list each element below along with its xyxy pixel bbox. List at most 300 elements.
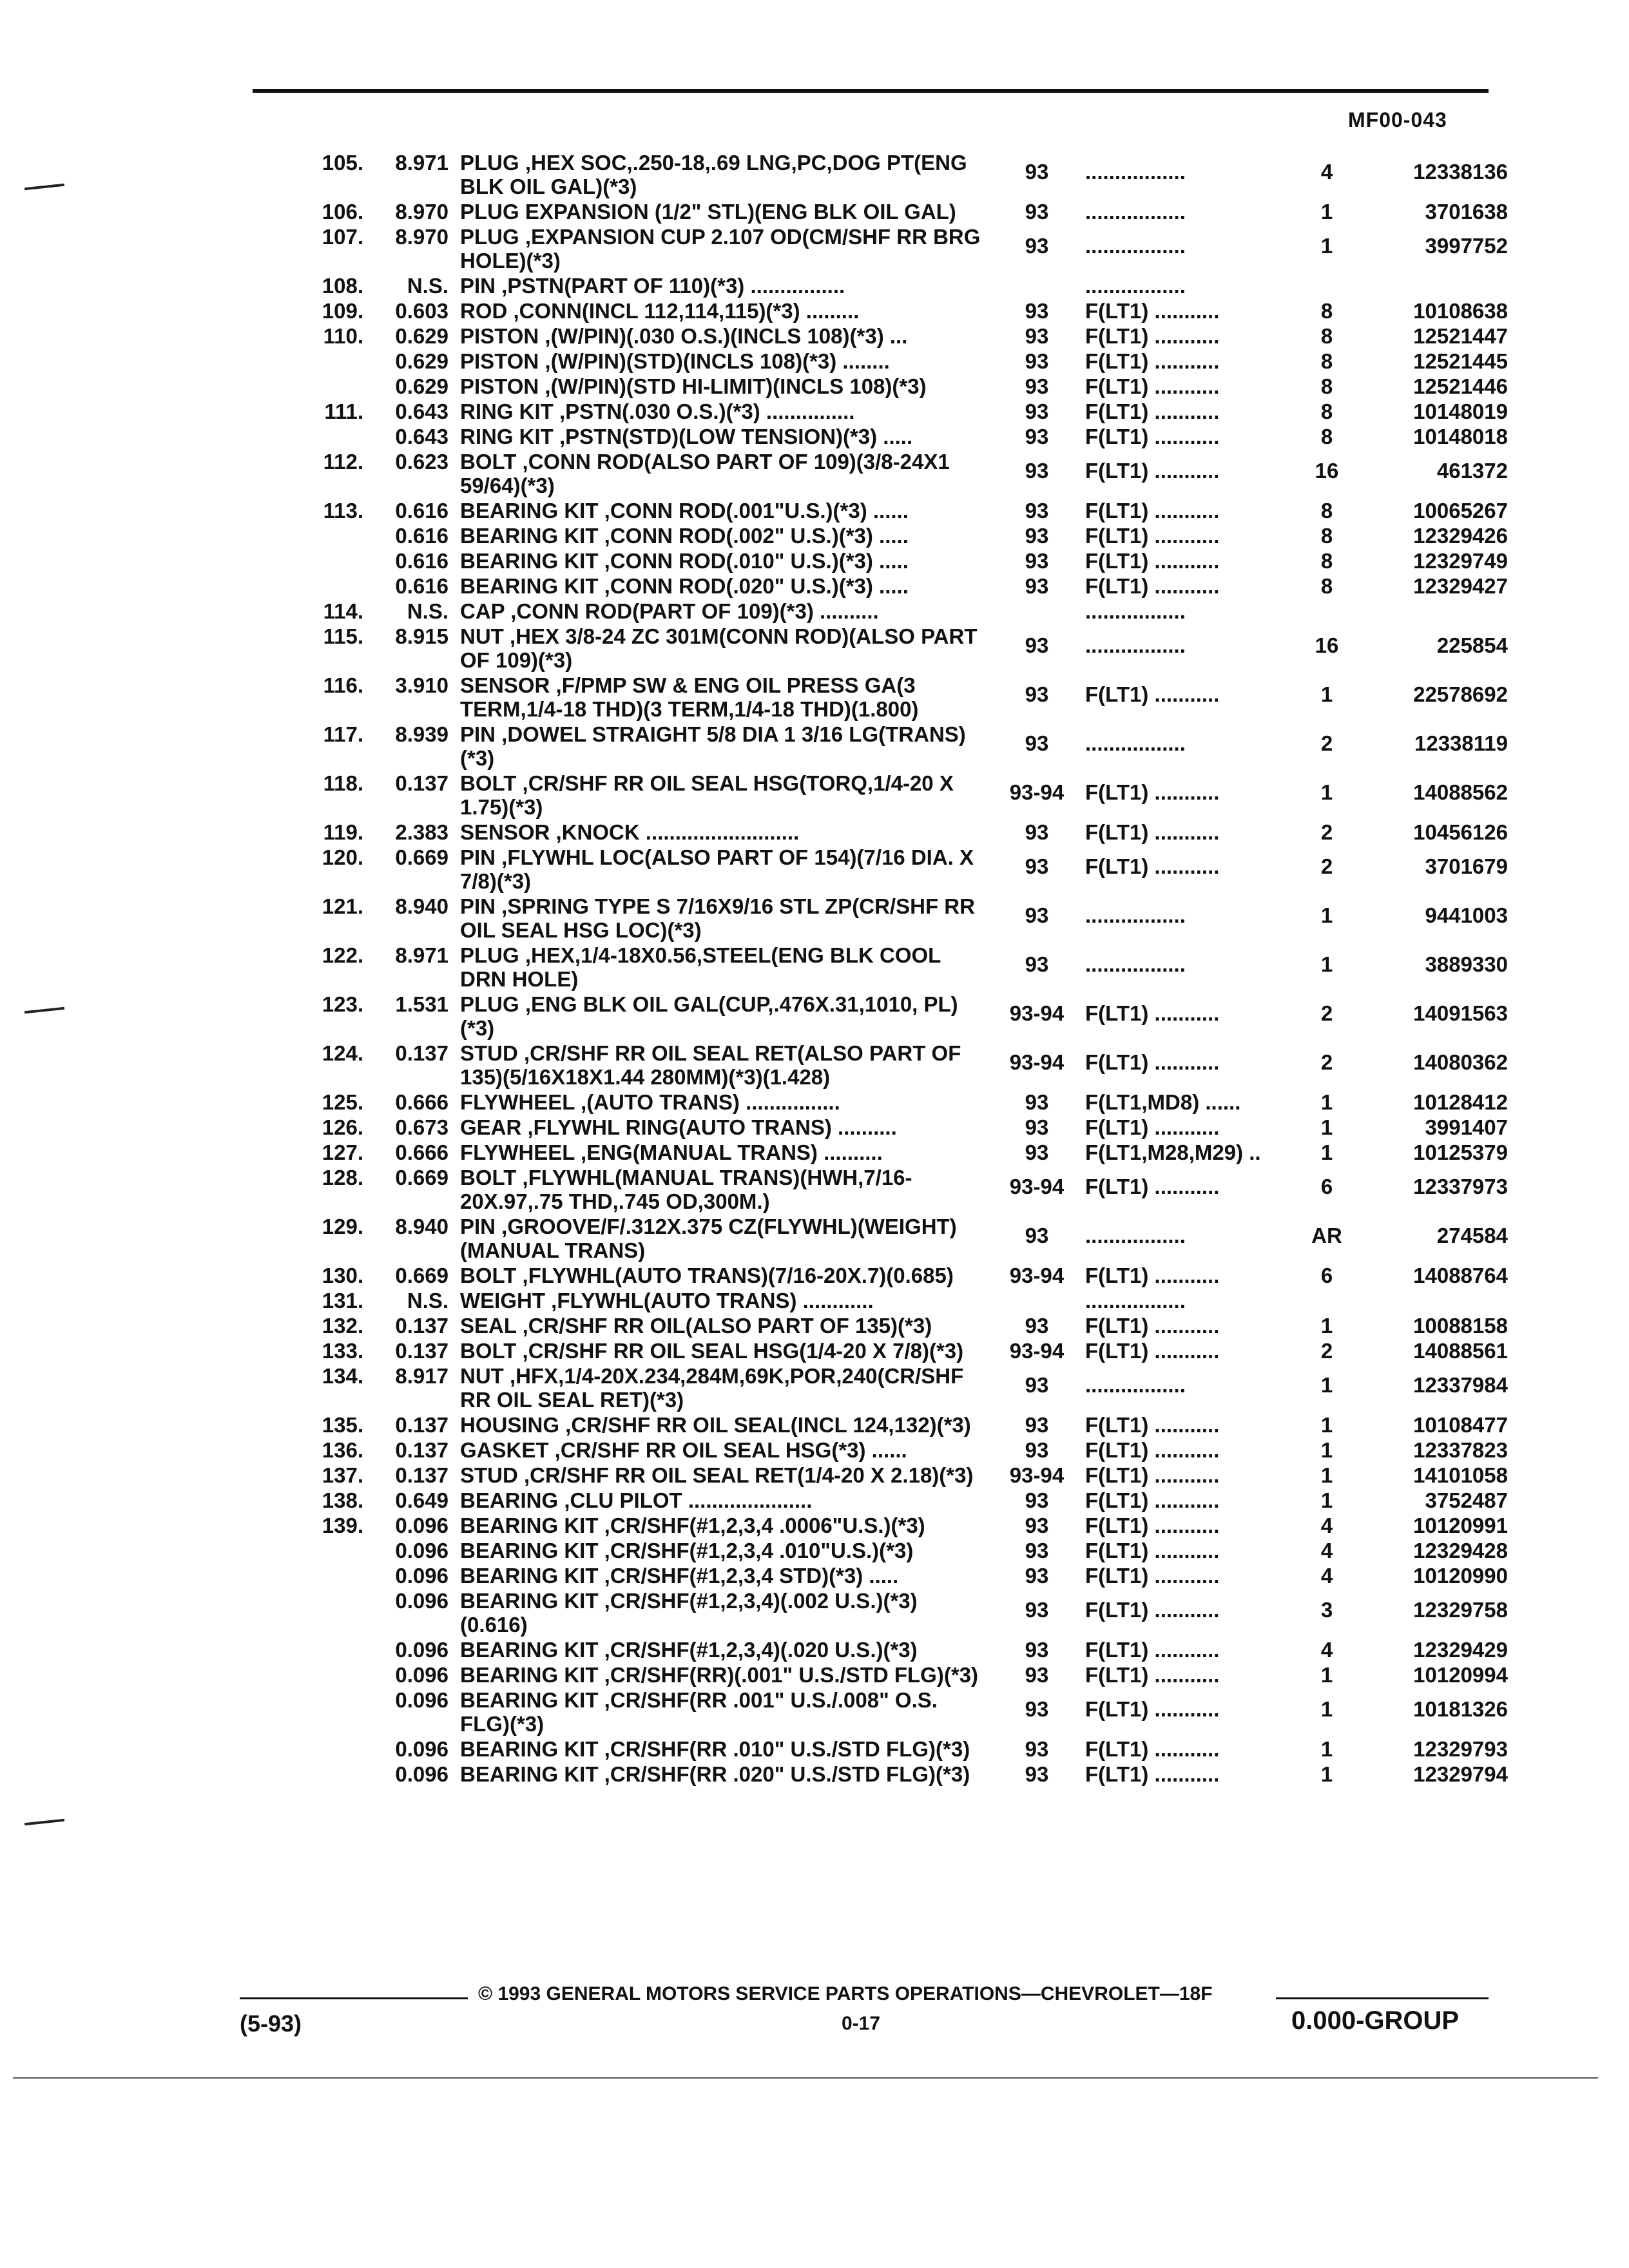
part-description [460,599,988,623]
part-name: PISTON [460,349,539,373]
part-name: PLUG [460,225,519,249]
quantity: 8 [1320,349,1333,373]
quantity: 1 [1320,1488,1333,1512]
table-row [0,845,1629,893]
part-name: SENSOR [460,820,550,844]
part-detail: ,SPRING TYPE S 7/16X9/16 STL ZP(CR/SHF RR OIL SEAL HSG LOC)(*3) [460,894,975,942]
table-row [0,1488,1629,1512]
part-name: PIN [460,894,496,918]
part-detail: ,CR/SHF(RR .020" U.S./STD FLG)(*3) [598,1762,970,1786]
group-number: 0.096 [395,1589,448,1613]
part-description [460,1215,988,1262]
ref-number: 136. [322,1438,363,1462]
part-description [460,845,988,893]
part-detail: ,CONN ROD(.010" U.S.)(*3) ..... [598,549,909,573]
part-description [460,771,988,819]
ref-number: 119. [323,820,363,844]
table-row [0,324,1629,348]
application: F(LT1) ........... [1085,399,1220,423]
model-year: 93 [1025,1737,1049,1761]
ref-number: 139. [322,1514,363,1537]
model-year: 93-94 [1009,1050,1065,1074]
quantity: 4 [1320,1564,1333,1588]
ref-number: 117. [323,722,363,746]
quantity: 1 [1320,1438,1333,1462]
application: ................. [1085,903,1186,927]
part-number: 14080362 [1413,1050,1508,1074]
part-number: 12329426 [1413,524,1508,548]
table-row [0,524,1629,548]
part-description [460,499,988,523]
table-row [0,992,1629,1040]
group-number: N.S. [407,599,448,623]
part-number: 14088561 [1413,1339,1508,1363]
part-detail: ,HEX,1/4-18X0.56,STEEL(ENG BLK COOL DRN HOLE) [460,943,941,991]
part-detail: ,FLYWHL RING(AUTO TRANS) .......... [521,1115,897,1139]
part-detail: ,CR/SHF RR OIL SEAL RET(1/4-20 X 2.18)(*3) [517,1463,974,1487]
ref-number: 137. [322,1463,363,1487]
group-label: 0.000-GROUP [1291,2006,1460,2035]
application: F(LT1) ........... [1085,854,1220,878]
part-name: STUD [460,1463,518,1487]
part-number: 22578692 [1413,682,1508,706]
ref-number: 122. [322,943,363,967]
group-number: 0.096 [395,1688,448,1712]
part-detail: ,CR/SHF RR OIL SEAL(INCL 124,132)(*3) [559,1413,971,1437]
table-row [0,820,1629,844]
table-row [0,1638,1629,1662]
model-year: 93 [1025,633,1049,657]
ref-number: 125. [322,1090,363,1114]
group-number: 8.939 [395,722,448,746]
part-description [460,1364,988,1412]
ref-number: 138. [322,1488,363,1512]
model-year: 93 [1025,459,1049,483]
part-name: RING KIT [460,425,554,448]
part-name: BOLT [460,1264,517,1287]
table-row [0,771,1629,819]
ref-number: 113. [323,499,363,523]
quantity: 1 [1320,1373,1333,1397]
part-number: 10108638 [1413,299,1508,323]
application: F(LT1) ........... [1085,1264,1220,1287]
part-description [460,894,988,942]
group-number: 0.096 [395,1762,448,1786]
part-detail: ,(W/PIN)(STD HI-LIMIT)(INCLS 108)(*3) [539,374,927,398]
part-number: 12329427 [1413,574,1508,598]
ref-number: 133. [322,1339,363,1363]
part-description [460,524,988,548]
model-year: 93 [1025,1090,1049,1114]
application: ................. [1085,160,1186,184]
model-year: 93 [1025,854,1049,878]
application: F(LT1) ........... [1085,549,1220,573]
part-number: 12337984 [1413,1373,1508,1397]
table-row [0,1564,1629,1588]
group-number: 0.137 [395,1463,448,1487]
ref-number: 114. [323,599,363,623]
table-row [0,943,1629,991]
table-row [0,225,1629,273]
quantity: 1 [1320,234,1333,258]
model-year: 93 [1025,1224,1049,1247]
part-description [460,574,988,598]
application: ................. [1085,633,1186,657]
quantity: 8 [1320,425,1333,448]
part-name: HOUSING [460,1413,560,1437]
ref-number: 127. [322,1140,363,1164]
part-description [460,1289,988,1312]
application: F(LT1) ........... [1085,459,1220,483]
part-description [460,425,988,448]
quantity: 8 [1320,524,1333,548]
part-detail: ,HEX SOC,.250-18,.69 LNG,PC,DOG PT(ENG BLK OIL GAL)(*3) [460,151,967,198]
part-description [460,1090,988,1114]
table-row [0,1663,1629,1687]
quantity: 4 [1320,1514,1333,1537]
part-detail: ,FLYWHL(AUTO TRANS) ............ [545,1289,874,1312]
quantity: 1 [1320,903,1333,927]
part-name: PLUG [460,943,519,967]
part-description [460,399,988,423]
part-description [460,1314,988,1338]
part-name: BEARING KIT [460,1638,599,1662]
table-row [0,274,1629,298]
quantity: 8 [1320,549,1333,573]
part-description [460,324,988,348]
quantity: 1 [1320,1314,1333,1338]
table-row [0,1264,1629,1287]
quantity: 1 [1320,682,1333,706]
model-year: 93 [1025,1514,1049,1537]
table-row [0,1737,1629,1761]
part-number: 225854 [1436,633,1508,657]
ref-number: 118. [323,771,363,795]
table-row [0,1140,1629,1164]
quantity: 2 [1320,1339,1333,1363]
quantity: 4 [1320,160,1333,184]
part-number: 10120990 [1413,1564,1508,1588]
quantity: AR [1311,1224,1342,1247]
table-row [0,673,1629,721]
application: F(LT1) ........... [1085,682,1220,706]
part-detail: ,CONN ROD(.002" U.S.)(*3) ..... [598,524,909,548]
part-name: BEARING KIT [460,1762,599,1786]
application: F(LT1) ........... [1085,1638,1220,1662]
group-number: 0.096 [395,1737,448,1761]
model-year: 93 [1025,200,1049,224]
group-number: 8.940 [395,894,448,918]
model-year: 93-94 [1009,780,1065,804]
group-number: 0.643 [395,399,448,423]
model-year: 93 [1025,903,1049,927]
model-year: 93 [1025,1140,1049,1164]
table-row [0,1166,1629,1213]
group-number: 0.643 [395,425,448,448]
quantity: 4 [1320,1539,1333,1562]
table-row [0,722,1629,770]
group-number: 0.673 [395,1115,448,1139]
group-number: N.S. [407,1289,448,1312]
group-number: 0.666 [395,1090,448,1114]
application: F(LT1,MD8) ...... [1085,1090,1241,1114]
group-number: 0.649 [395,1488,448,1512]
table-row [0,1041,1629,1089]
footer-rule-left [240,1997,468,1999]
part-number: 12329793 [1413,1737,1508,1761]
quantity: 8 [1320,399,1333,423]
part-name: BOLT [460,450,517,474]
part-number: 12329794 [1413,1762,1508,1786]
part-number: 10120991 [1413,1514,1508,1537]
table-row [0,151,1629,198]
quantity: 8 [1320,374,1333,398]
table-row [0,1314,1629,1338]
part-detail: ,CR/SHF(RR .010" U.S./STD FLG)(*3) [598,1737,970,1761]
catalog-code: MF00-043 [1348,108,1447,131]
part-detail: ,CR/SHF(#1,2,3,4 STD)(*3) ..... [598,1564,899,1588]
part-description [460,274,988,298]
part-description [460,673,988,721]
table-row [0,1539,1629,1562]
application: F(LT1) ........... [1085,524,1220,548]
ref-number: 116. [323,673,363,697]
ref-number: 112. [323,450,363,474]
part-name: GEAR [460,1115,522,1139]
application: F(LT1) ........... [1085,820,1220,844]
group-number: 0.137 [395,1339,448,1363]
application: ................. [1085,1289,1186,1312]
part-number: 14091563 [1413,1001,1508,1025]
model-year: 93 [1025,324,1049,348]
part-name: PLUG [460,992,519,1016]
quantity: 1 [1320,1413,1333,1437]
part-description [460,992,988,1040]
part-description [460,1638,988,1662]
application: F(LT1) ........... [1085,1697,1220,1721]
application: F(LT1) ........... [1085,299,1220,323]
table-row [0,349,1629,373]
part-description [460,299,988,323]
part-name: BEARING KIT [460,574,599,598]
part-number: 10065267 [1413,499,1508,523]
group-number: 0.629 [395,324,448,348]
part-name: PLUG [460,151,519,175]
model-year: 93 [1025,234,1049,258]
part-number: 461372 [1436,459,1508,483]
table-row [0,599,1629,623]
part-detail: ,CLU PILOT ..................... [558,1488,813,1512]
group-number: 0.616 [395,574,448,598]
quantity: 6 [1320,1264,1333,1287]
part-number: 12329758 [1413,1598,1508,1622]
model-year: 93 [1025,1115,1049,1139]
group-number: 3.910 [395,673,448,697]
application: F(LT1) ........... [1085,324,1220,348]
table-row [0,549,1629,573]
part-number: 3701638 [1425,200,1508,224]
table-row [0,1438,1629,1462]
page-number: 0-17 [842,2013,881,2034]
quantity: 1 [1320,1737,1333,1761]
part-number: 10148018 [1413,425,1508,448]
part-detail: ,GROOVE/F/.312X.375 CZ(FLYWHL)(WEIGHT)(MANUAL TRANS) [460,1215,957,1262]
part-detail: ,CR/SHF RR OIL SEAL HSG(*3) ...... [548,1438,907,1462]
part-detail: ,CR/SHF RR OIL SEAL HSG(1/4-20 X 7/8)(*3) [516,1339,964,1363]
application: F(LT1) ........... [1085,1539,1220,1562]
group-number: 0.666 [395,1140,448,1164]
part-description [460,1339,988,1363]
group-number: 8.915 [395,624,448,648]
footer-rule-right [1276,1997,1489,1999]
part-number: 12329428 [1413,1539,1508,1562]
ref-number: 115. [323,624,363,648]
ref-number: 121. [322,894,363,918]
model-year: 93 [1025,820,1049,844]
part-detail: ,PSTN(STD)(LOW TENSION)(*3) ..... [553,425,913,448]
part-detail: ,CR/SHF RR OIL(ALSO PART OF 135)(*3) [516,1314,932,1338]
ref-number: 134. [322,1364,363,1388]
part-description [460,1041,988,1089]
application: F(LT1) ........... [1085,1001,1220,1025]
group-number: 0.137 [395,771,448,795]
quantity: 2 [1320,820,1333,844]
revision-date: (5-93) [240,2010,302,2037]
application: F(LT1) ........... [1085,1438,1220,1462]
quantity: 8 [1320,299,1333,323]
table-row [0,1762,1629,1786]
part-detail: ,(AUTO TRANS) ................ [574,1090,840,1114]
group-number: 0.669 [395,845,448,869]
part-description [460,624,988,672]
part-description [460,349,988,373]
ref-number: 131. [322,1289,363,1312]
part-name: BEARING KIT [460,549,599,573]
table-row [0,299,1629,323]
group-number: N.S. [407,274,448,298]
part-detail: ,F/PMP SW & ENG OIL PRESS GA(3 TERM,1/4-18 THD)(3 TERM,1/4-18 THD)(1.800) [460,673,919,721]
part-name: BEARING KIT [460,1539,599,1562]
model-year: 93 [1025,549,1049,573]
part-number: 12521446 [1413,374,1508,398]
table-row [0,1514,1629,1537]
part-description [460,1413,988,1437]
part-description [460,1140,988,1164]
part-name: NUT [460,1364,504,1388]
ref-number: 111. [324,399,363,423]
part-number: 12329749 [1413,549,1508,573]
part-detail: ,CR/SHF(#1,2,3,4)(.020 U.S.)(*3) [598,1638,918,1662]
group-number: 0.096 [395,1638,448,1662]
part-name: BOLT [460,1166,517,1189]
part-description [460,1488,988,1512]
model-year: 93 [1025,682,1049,706]
ref-number: 123. [322,992,363,1016]
part-name: WEIGHT [460,1289,545,1312]
table-row [0,374,1629,398]
application: F(LT1) ........... [1085,574,1220,598]
quantity: 1 [1320,1697,1333,1721]
part-description [460,1539,988,1562]
application: F(LT1) ........... [1085,1514,1220,1537]
group-number: 0.096 [395,1514,448,1537]
part-name: SEAL [460,1314,517,1338]
group-number: 2.383 [395,820,448,844]
group-number: 0.137 [395,1041,448,1065]
model-year: 93-94 [1009,1264,1065,1287]
part-detail: ,CR/SHF(#1,2,3,4)(.002 U.S.)(*3)(0.616) [460,1589,918,1637]
quantity: 2 [1320,1050,1333,1074]
application: ................. [1085,1224,1186,1247]
application: ................. [1085,731,1186,755]
application: F(LT1) ........... [1085,1598,1220,1622]
application: F(LT1) ........... [1085,1115,1220,1139]
quantity: 4 [1320,1638,1333,1662]
model-year: 93 [1025,1762,1049,1786]
part-detail: ,CONN(INCL 112,114,115)(*3) ......... [507,299,860,323]
part-detail: ,PSTN(PART OF 110)(*3) ................ [496,274,845,298]
part-description [460,1166,988,1213]
part-description [460,1463,988,1487]
application: F(LT1) ........... [1085,1314,1220,1338]
part-name: BEARING KIT [460,1688,599,1712]
part-name: BEARING [460,1488,559,1512]
part-number: 12521445 [1413,349,1508,373]
part-name: PISTON [460,374,539,398]
part-name: BEARING KIT [460,1589,599,1613]
part-name: BOLT [460,1339,517,1363]
part-description [460,200,988,224]
part-number: 3752487 [1425,1488,1508,1512]
table-row [0,894,1629,942]
model-year: 93 [1025,731,1049,755]
quantity: 1 [1320,1463,1333,1487]
model-year: 93 [1025,399,1049,423]
model-year: 93-94 [1009,1339,1065,1363]
table-row [0,450,1629,497]
part-detail: ,CR/SHF(RR)(.001" U.S./STD FLG)(*3) [598,1663,979,1687]
model-year: 93 [1025,1438,1049,1462]
quantity: 3 [1320,1598,1333,1622]
part-detail: ,EXPANSION CUP 2.107 OD(CM/SHF RR BRG HOLE)(*3) [460,225,981,273]
part-detail: ,CR/SHF RR OIL SEAL RET(ALSO PART OF 135)(5/16X18X1.44 280MM)(*3)(1.428) [460,1041,961,1089]
copyright-line: © 1993 GENERAL MOTORS SERVICE PARTS OPERATIONS—CHEVROLET—18F [478,1983,1213,2004]
part-number: 274584 [1436,1224,1508,1247]
table-row [0,1589,1629,1637]
part-detail: ,CR/SHF RR OIL SEAL HSG(TORQ,1/4-20 X 1.75)(*3) [460,771,954,819]
quantity: 16 [1315,459,1339,483]
ref-number: 105. [322,151,363,175]
part-description [460,820,988,844]
part-description [460,1514,988,1537]
group-number: 8.971 [395,151,448,175]
part-number: 12338119 [1414,731,1508,755]
part-description [460,1438,988,1462]
part-detail: ,(W/PIN)(STD)(INCLS 108)(*3) ........ [539,349,890,373]
part-number: 12337823 [1413,1438,1508,1462]
quantity: 2 [1320,1001,1333,1025]
table-row [0,1090,1629,1114]
part-name: RING KIT [460,399,554,423]
group-number: 1.531 [395,992,448,1016]
model-year: 93-94 [1009,1175,1065,1198]
application: F(LT1) ........... [1085,1762,1220,1786]
part-detail: ,CR/SHF(#1,2,3,4 .010"U.S.)(*3) [598,1539,914,1562]
part-description [460,722,988,770]
ref-number: 108. [322,274,363,298]
part-name: ROD [460,299,508,323]
group-number: 0.603 [395,299,448,323]
